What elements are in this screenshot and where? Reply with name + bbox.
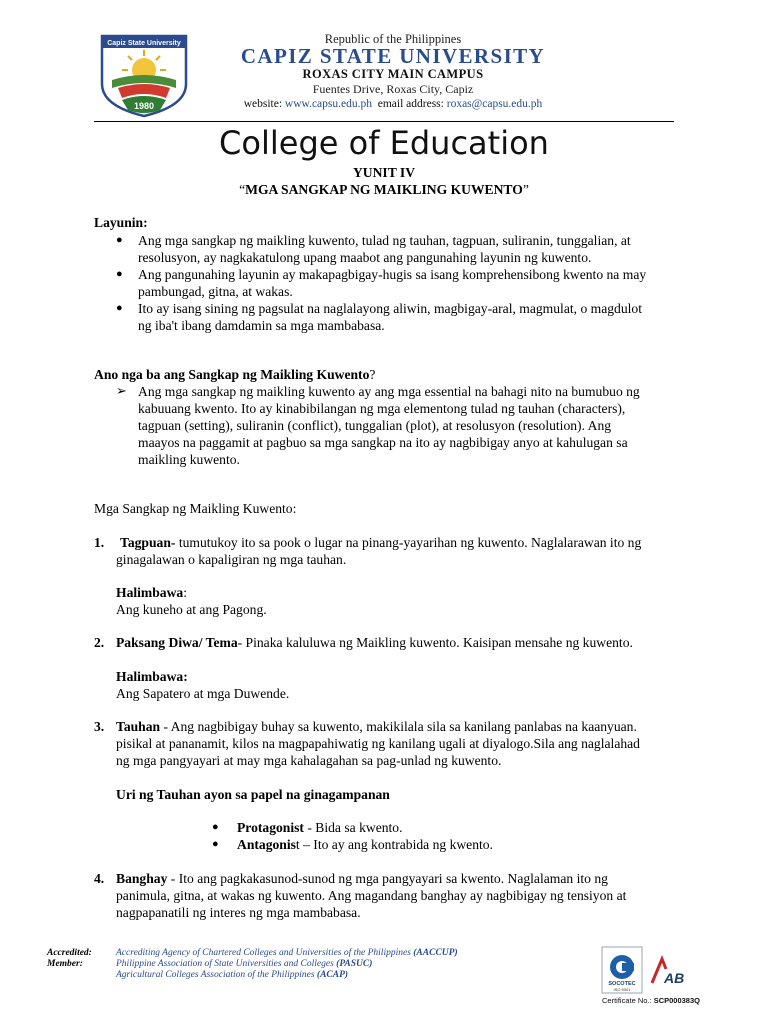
email-link[interactable]: roxas@capsu.edu.ph bbox=[446, 98, 543, 110]
example-label bbox=[116, 584, 726, 601]
tauhan-desc: - Ang nagbibigay buhay sa kuwento, makikilala sila sa kanilang panlabas na kaanyuan. bbox=[160, 719, 637, 734]
antagonist-desc: – Ito ay ang kontrabida ng kwento. bbox=[299, 837, 493, 852]
accreditor-name: Accrediting Agency of Chartered Colleges and Universities of the Philippines bbox=[116, 948, 411, 958]
protagonist-term: Protagonist bbox=[237, 820, 304, 835]
example-text: Ang kuneho at ang Pagong. bbox=[116, 602, 267, 617]
tema-term: Paksang Diwa/ Tema bbox=[116, 635, 238, 650]
arrow-bullet-icon: ➢ bbox=[116, 383, 127, 398]
bullet-icon: ● bbox=[116, 268, 123, 280]
layunin-line: ng iba't ibang damdamin sa mga mambabasa. bbox=[138, 318, 385, 333]
tauhan-line: ng mga pangyayari at may mga kahalagahan sa pag-unlad ng kuwento. bbox=[116, 753, 502, 768]
item-number: 2. bbox=[94, 635, 105, 650]
unit-title bbox=[0, 181, 768, 198]
tagpuan-line: ginagalawan o kapaligiran ng mga tauhan. bbox=[116, 552, 347, 567]
ano-heading bbox=[94, 366, 724, 383]
socotec-label: SOCOTEC bbox=[608, 981, 636, 987]
bullet-icon: ● bbox=[212, 821, 219, 833]
certification-badges bbox=[600, 945, 720, 995]
ano-line: tagpuan (setting), suliranin (conflict), tunggalian (plot), at resolusyon (resolution). Ang bbox=[138, 418, 612, 433]
open-quote: “ bbox=[239, 182, 246, 197]
tauhan-line bbox=[116, 718, 726, 735]
ano-line: Ang mga sangkap ng maikling kuwento ay ang mga essential na bahagi nito na bumubuo ng bbox=[138, 384, 640, 399]
logo-text: Capiz State University bbox=[107, 40, 181, 47]
layunin-line: pambungad, gitna, at wakas. bbox=[138, 284, 293, 299]
certificate-value: SCP000383Q bbox=[653, 996, 700, 1005]
tauhan-term: Tauhan bbox=[116, 719, 161, 734]
layunin-line: Ang pangunahing layunin ay makapagbigay-hugis sa isang komprehensibong kwento na may bbox=[138, 267, 647, 282]
ano-line: maayos na paggamit at pagbuo sa mga sangkap na ito ay nagbibigay anyo at kahulugan sa bbox=[138, 435, 628, 450]
banghay-line: nagpapanatili ng interes ng mga mambabasa. bbox=[116, 905, 361, 920]
tagpuan-term: Tagpuan- bbox=[120, 535, 176, 550]
iso-label: ISO 9001 bbox=[613, 987, 631, 992]
member-name: Agricultural Colleges Association of the Philippines bbox=[116, 970, 315, 980]
tema-desc: - Pinaka kaluluwa ng Maikling kuwento. Kaisipan mensahe ng kuwento. bbox=[237, 635, 633, 650]
website-link[interactable]: www.capsu.edu.ph bbox=[284, 98, 372, 110]
accreditor-abbr: (AACCUP) bbox=[413, 948, 458, 958]
item-number: 1. bbox=[94, 535, 105, 550]
tagpuan-desc: tumutukoy ito sa pook o lugar na pinang-yayarihan ng kuwento. Naglalarawan ito ng bbox=[175, 535, 642, 550]
accreditor-line bbox=[116, 948, 458, 959]
member-line bbox=[116, 959, 372, 970]
header-divider bbox=[94, 121, 674, 122]
example-label-text: Halimbawa bbox=[116, 585, 184, 600]
member-label: Member: bbox=[47, 959, 83, 969]
tagpuan-line bbox=[120, 534, 730, 551]
antagonist-line bbox=[237, 836, 493, 853]
republic-line: Republic of the Philippines bbox=[324, 32, 462, 46]
item-number: 3. bbox=[94, 719, 105, 734]
campus-name: ROXAS CITY MAIN CAMPUS bbox=[302, 67, 484, 81]
bullet-icon: ● bbox=[116, 234, 123, 246]
banghay-term: Banghay bbox=[116, 871, 168, 886]
close-quote: ” bbox=[522, 182, 529, 197]
layunin-line: Ang mga sangkap ng maikling kuwento, tulad ng tauhan, tagpuan, suliranin, tunggalian, at bbox=[138, 233, 631, 248]
email-label: email address: bbox=[377, 98, 444, 110]
website-label: website: bbox=[243, 98, 283, 110]
layunin-heading: Layunin: bbox=[94, 215, 148, 230]
member-abbr: (ACAP) bbox=[316, 970, 349, 980]
antagonist-term: Antagonis bbox=[237, 837, 296, 852]
layunin-line: Ito ay isang sining ng pagsulat na naglalayong aliwin, magbigay-aral, magmulat, o magdulot bbox=[138, 301, 642, 316]
ano-line: maikling kuwento. bbox=[138, 452, 240, 467]
certificate-number bbox=[602, 996, 700, 1005]
member-name: Philippine Association of State Universities and Colleges bbox=[116, 959, 334, 969]
college-title: College of Education bbox=[219, 124, 549, 162]
ano-heading-text: Ano nga ba ang Sangkap ng Maikling Kuwento bbox=[94, 367, 370, 382]
banghay-line: panimula, gitna, at wakas ng kuwento. Ang magandang banghay ay nagbibigay ng tensiyon at bbox=[116, 888, 627, 903]
unit-title-text: MGA SANGKAP NG MAIKLING KUWENTO bbox=[245, 182, 523, 197]
ano-line: kabuuang kwento. Ito ay kinabibilangan ng mga elementong tulad ng tauhan (characters), bbox=[138, 401, 626, 416]
member-abbr: (PASUC) bbox=[336, 959, 373, 969]
bullet-icon: ● bbox=[212, 838, 219, 850]
banghay-line bbox=[116, 870, 726, 887]
example-label: Halimbawa: bbox=[116, 669, 188, 684]
protagonist-line bbox=[237, 819, 403, 836]
accredited-label: Accredited: bbox=[47, 948, 92, 958]
logo-year: 1980 bbox=[133, 101, 155, 111]
ano-heading-mark: ? bbox=[369, 367, 376, 382]
university-logo bbox=[98, 30, 190, 118]
antagonist-term-rest: t bbox=[295, 837, 300, 852]
example-colon: : bbox=[183, 585, 187, 600]
unit-number: YUNIT IV bbox=[352, 165, 416, 180]
bullet-icon: ● bbox=[116, 302, 123, 314]
item-number: 4. bbox=[94, 871, 105, 886]
tema-line bbox=[116, 634, 726, 651]
contact-line bbox=[218, 96, 568, 113]
tauhan-line: pisikal at pananamit, kilos na magpapahiwatig ng kanilang ugali at diyalogo.Sila ang naglalahad bbox=[116, 736, 640, 751]
campus-address: Fuentes Drive, Roxas City, Capiz bbox=[312, 82, 474, 96]
university-name: CAPIZ STATE UNIVERSITY bbox=[240, 44, 546, 68]
example-text: Ang Sapatero at mga Duwende. bbox=[116, 686, 290, 701]
tauhan-sub-heading: Uri ng Tauhan ayon sa papel na ginagampanan bbox=[116, 787, 390, 802]
member-line bbox=[116, 970, 348, 981]
certificate-label: Certificate No.: bbox=[602, 996, 652, 1005]
ab-label: AB bbox=[664, 970, 685, 986]
sangkap-heading: Mga Sangkap ng Maikling Kuwento: bbox=[94, 501, 297, 516]
protagonist-desc: - Bida sa kwento. bbox=[303, 820, 403, 835]
layunin-line: resolusyon, ay nagkakatulong upang maabot ang pangunahing layunin ng kuwento. bbox=[138, 250, 592, 265]
banghay-desc: - Ito ang pagkakasunod-sunod ng mga pangyayari sa kwento. Naglalaman ito ng bbox=[167, 871, 608, 886]
